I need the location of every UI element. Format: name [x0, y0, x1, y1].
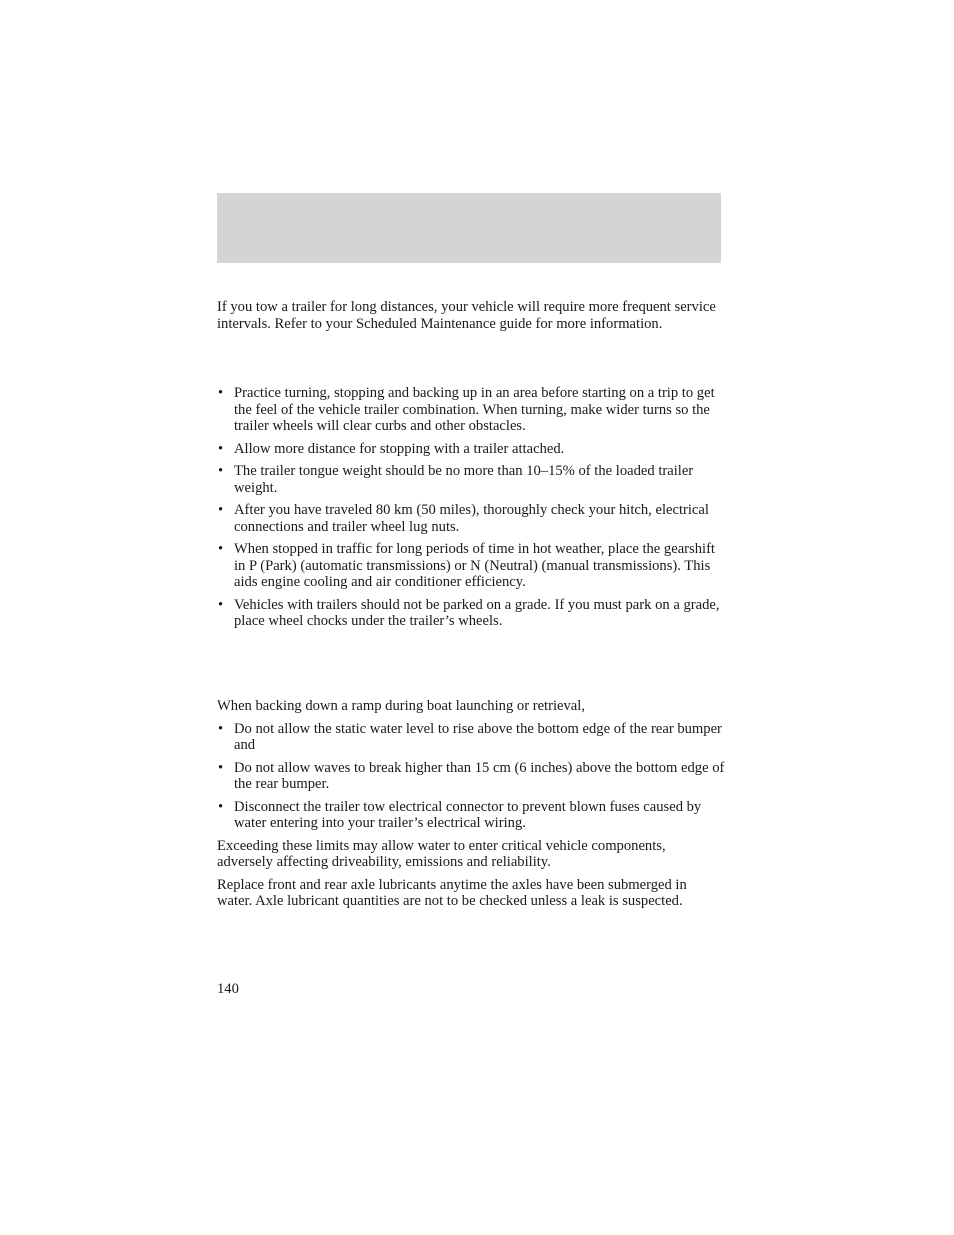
bullet-icon: •	[218, 798, 224, 815]
list-item: • Allow more distance for stopping with a trailer attached.	[218, 440, 565, 457]
bullet-icon: •	[218, 759, 224, 776]
list-item: • Practice turning, stopping and backing up in an area before starting on a trip to get the feel of the vehicle trailer combination. When turning, make wider turns so the trailer wheels will clear curbs and other obstacles.	[218, 385, 715, 434]
boat-section	[217, 698, 725, 910]
boat-note-axle: Replace front and rear axle lubricants anytime the axles have been submerged in water. Axle lubricant quantities are not to be checked unless a leak is suspected.	[217, 876, 687, 909]
page-number: 140	[217, 981, 239, 997]
tips-list	[217, 385, 725, 630]
list-item: • Do not allow the static water level to rise above the bottom edge of the rear bumper and	[218, 720, 722, 753]
tips-section	[217, 385, 725, 636]
bullet-icon: •	[218, 596, 224, 613]
boat-list	[217, 721, 725, 832]
list-item: • After you have traveled 80 km (50 miles), thoroughly check your hitch, electrical connections and trailer wheel lug nuts.	[218, 502, 709, 535]
list-item: • Do not allow waves to break higher than 15 cm (6 inches) above the bottom edge of the rear bumper.	[218, 759, 725, 792]
bullet-icon: •	[218, 463, 224, 479]
list-item: • Disconnect the trailer tow electrical connector to prevent blown fuses caused by water entering into your trailer’s electrical wiring.	[218, 798, 702, 831]
intro-text: If you tow a trailer for long distances, your vehicle will require more frequent service intervals. Refer to your Scheduled Maintenance guide for more information.	[217, 299, 716, 332]
intro-paragraph	[217, 299, 725, 332]
bullet-icon: •	[218, 440, 224, 457]
list-item: • The trailer tongue weight should be no more than 10–15% of the loaded trailer weight.	[218, 463, 694, 496]
list-item: • When stopped in traffic for long periods of time in hot weather, place the gearshift in P (Park) (automatic transmissions) or N (Neutral) (manual transmissions). This aids engine cooling and air conditioner efficiency.	[218, 541, 715, 590]
boat-lead: When backing down a ramp during boat launching or retrieval,	[217, 698, 585, 714]
bullet-icon: •	[218, 385, 224, 401]
header-band	[217, 193, 721, 263]
bullet-icon: •	[218, 541, 224, 557]
bullet-icon: •	[218, 502, 224, 518]
list-item: • Vehicles with trailers should not be parked on a grade. If you must park on a grade, place wheel chocks under the trailer’s wheels.	[218, 596, 720, 629]
bullet-icon: •	[218, 720, 224, 737]
boat-note-limits: Exceeding these limits may allow water to enter critical vehicle components, adversely affecting driveability, emissions and reliability.	[217, 837, 666, 870]
